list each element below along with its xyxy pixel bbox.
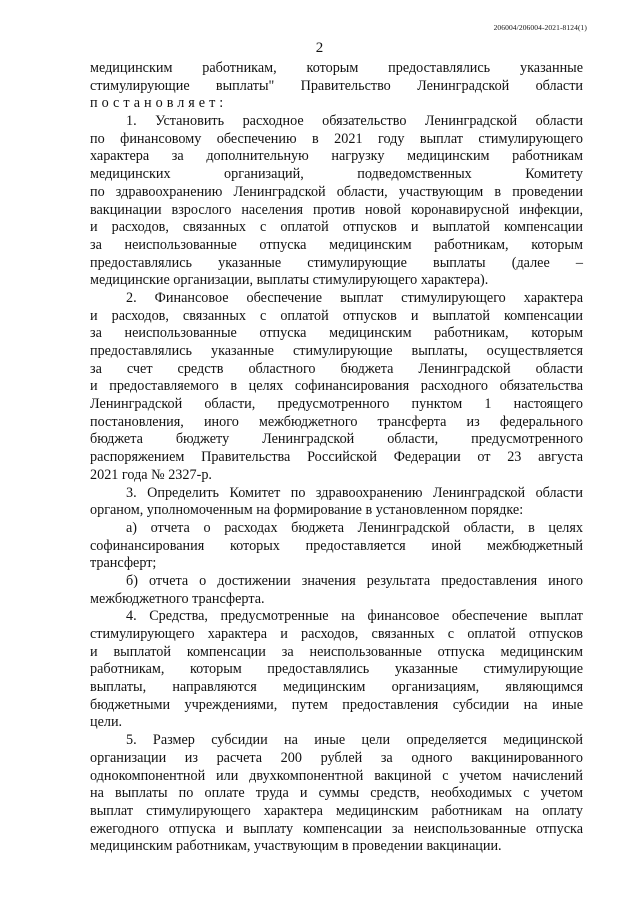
text-line: по здравоохранению Ленинградской области, участвующим в проведении xyxy=(90,183,583,200)
text-line: бюджетными учреждениями, путем предоставления субсидии на иные xyxy=(90,696,583,713)
text-line: за неиспользованные отпуска медицинским работникам, которым xyxy=(90,236,583,253)
text-line: 1. Установить расходное обязательство Ленинградской области xyxy=(126,113,583,130)
text-line: медицинским работникам, которым предоставлялись указанные xyxy=(90,60,583,76)
text-line: выплаты, направляются медицинским организациям, являющимся xyxy=(90,679,583,696)
text-line: организации из расчета 200 рублей за одного вакцинированного xyxy=(90,749,583,766)
text-line: 3. Определить Комитет по здравоохранению Ленинградской области xyxy=(126,484,583,501)
text-line: характера за дополнительную нагрузку медицинским работникам xyxy=(90,148,583,165)
text-line: выплат стимулирующего характера медицинским работникам на оплату xyxy=(90,802,583,819)
text-line: вакцинации взрослого населения против новой коронавирусной инфекции, xyxy=(90,201,583,218)
text-line: за счет средств областного бюджета Ленинградской области xyxy=(90,360,583,377)
text-line: органом, уполномоченным на формирование в установленном порядке: xyxy=(90,502,524,519)
page-number: 2 xyxy=(315,40,324,56)
text-line: 4. Средства, предусмотренные на финансовое обеспечение выплат xyxy=(126,608,583,625)
document-body xyxy=(90,60,583,856)
text-line: на выплаты по оплате труда и суммы средств, необходимых с учетом xyxy=(90,785,583,802)
text-line: медицинских организаций, подведомственных Комитету xyxy=(90,166,583,183)
text-line: и выплатой компенсации за неиспользованные отпуска медицинским xyxy=(90,643,583,660)
text-line: бюджета бюджету Ленинградской области, предусмотренного xyxy=(90,431,583,448)
text-line: трансферт; xyxy=(90,555,157,572)
text-line: 2. Финансовое обеспечение выплат стимулирующего характера xyxy=(126,289,583,306)
text-line: Ленинградской области, предусмотренного пунктом 1 настоящего xyxy=(90,396,583,413)
text-line: и расходов, связанных с оплатой отпусков и выплатой компенсации xyxy=(90,219,583,236)
text-line: а) отчета о расходах бюджета Ленинградской области, в целях xyxy=(126,519,583,536)
text-line: однокомпонентной или двухкомпонентной вакциной с учетом начислений xyxy=(90,767,583,784)
text-line: ежегодного отпуска и выплату компенсации за неиспользованные отпуска xyxy=(90,820,583,837)
text-line: стимулирующие выплаты" Правительство Ленинградской области xyxy=(90,77,583,94)
text-line: за неиспользованные отпуска медицинским работникам, которым xyxy=(90,325,583,342)
text-line: распоряжением Правительства Российской Федерации от 23 августа xyxy=(90,449,583,466)
text-line: постановления, иного межбюджетного трансферта из федерального xyxy=(90,413,583,430)
text-line: по финансовому обеспечению в 2021 году выплат стимулирующего xyxy=(90,130,583,147)
text-line: 2021 года № 2327-р. xyxy=(90,466,212,483)
text-line: предоставлялись указанные стимулирующие выплаты, осуществляется xyxy=(90,343,583,359)
text-line: стимулирующего характера и расходов, связанных с оплатой отпусков xyxy=(90,626,583,642)
text-line: 5. Размер субсидии на иные цели определяется медицинской xyxy=(126,732,583,749)
text-line: цели. xyxy=(90,714,123,731)
text-line: межбюджетного трансферта. xyxy=(90,590,265,607)
text-line: медицинским работникам, участвующим в проведении вакцинации. xyxy=(90,838,502,855)
text-line: предоставлялись указанные стимулирующие выплаты (далее – xyxy=(90,254,583,271)
text-line: и предоставляемого в целях софинансирования расходного обязательства xyxy=(90,378,583,395)
text-line: работникам, которым предоставлялись указанные стимулирующие xyxy=(90,661,583,678)
document-code: 206004/206004-2021-8124(1) xyxy=(493,23,587,32)
text-line: и расходов, связанных с оплатой отпусков и выплатой компенсации xyxy=(90,307,583,324)
text-line: б) отчета о достижении значения результата предоставления иного xyxy=(126,572,583,589)
text-line: софинансирования которых предоставляется иной межбюджетный xyxy=(90,537,583,554)
text-line: медицинские организации, выплаты стимулирующего характера). xyxy=(90,272,489,289)
text-line: постановляет: xyxy=(90,95,228,112)
